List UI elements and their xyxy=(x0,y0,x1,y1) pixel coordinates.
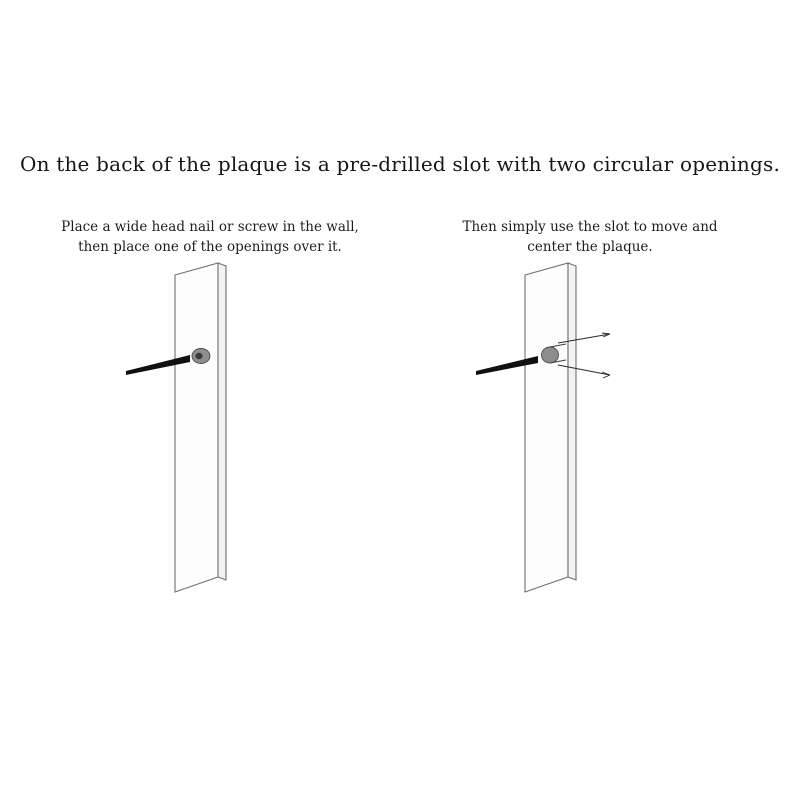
plaque-panel xyxy=(175,263,218,592)
caption-left xyxy=(30,218,390,257)
plaque-side-edge xyxy=(568,263,576,580)
caption-right-line1: Then simply use the slot to move and xyxy=(462,219,718,235)
figure-plaque-sliding xyxy=(470,255,690,605)
caption-right xyxy=(410,218,770,257)
figure-plaque-with-nail xyxy=(120,255,320,605)
page-title: On the back of the plaque is a pre-drilled slot with two circular openings. xyxy=(19,152,781,176)
plaque-side-edge xyxy=(218,263,226,580)
caption-left-line2: then place one of the openings over it. xyxy=(78,238,342,255)
caption-right-line2: center the plaque. xyxy=(527,238,653,255)
caption-left-line1: Place a wide head nail or screw in the wall, xyxy=(61,219,359,235)
move-arrow-lower-head xyxy=(602,372,610,378)
circular-opening xyxy=(542,347,559,363)
circular-opening xyxy=(195,353,202,359)
plaque-panel xyxy=(525,263,568,592)
